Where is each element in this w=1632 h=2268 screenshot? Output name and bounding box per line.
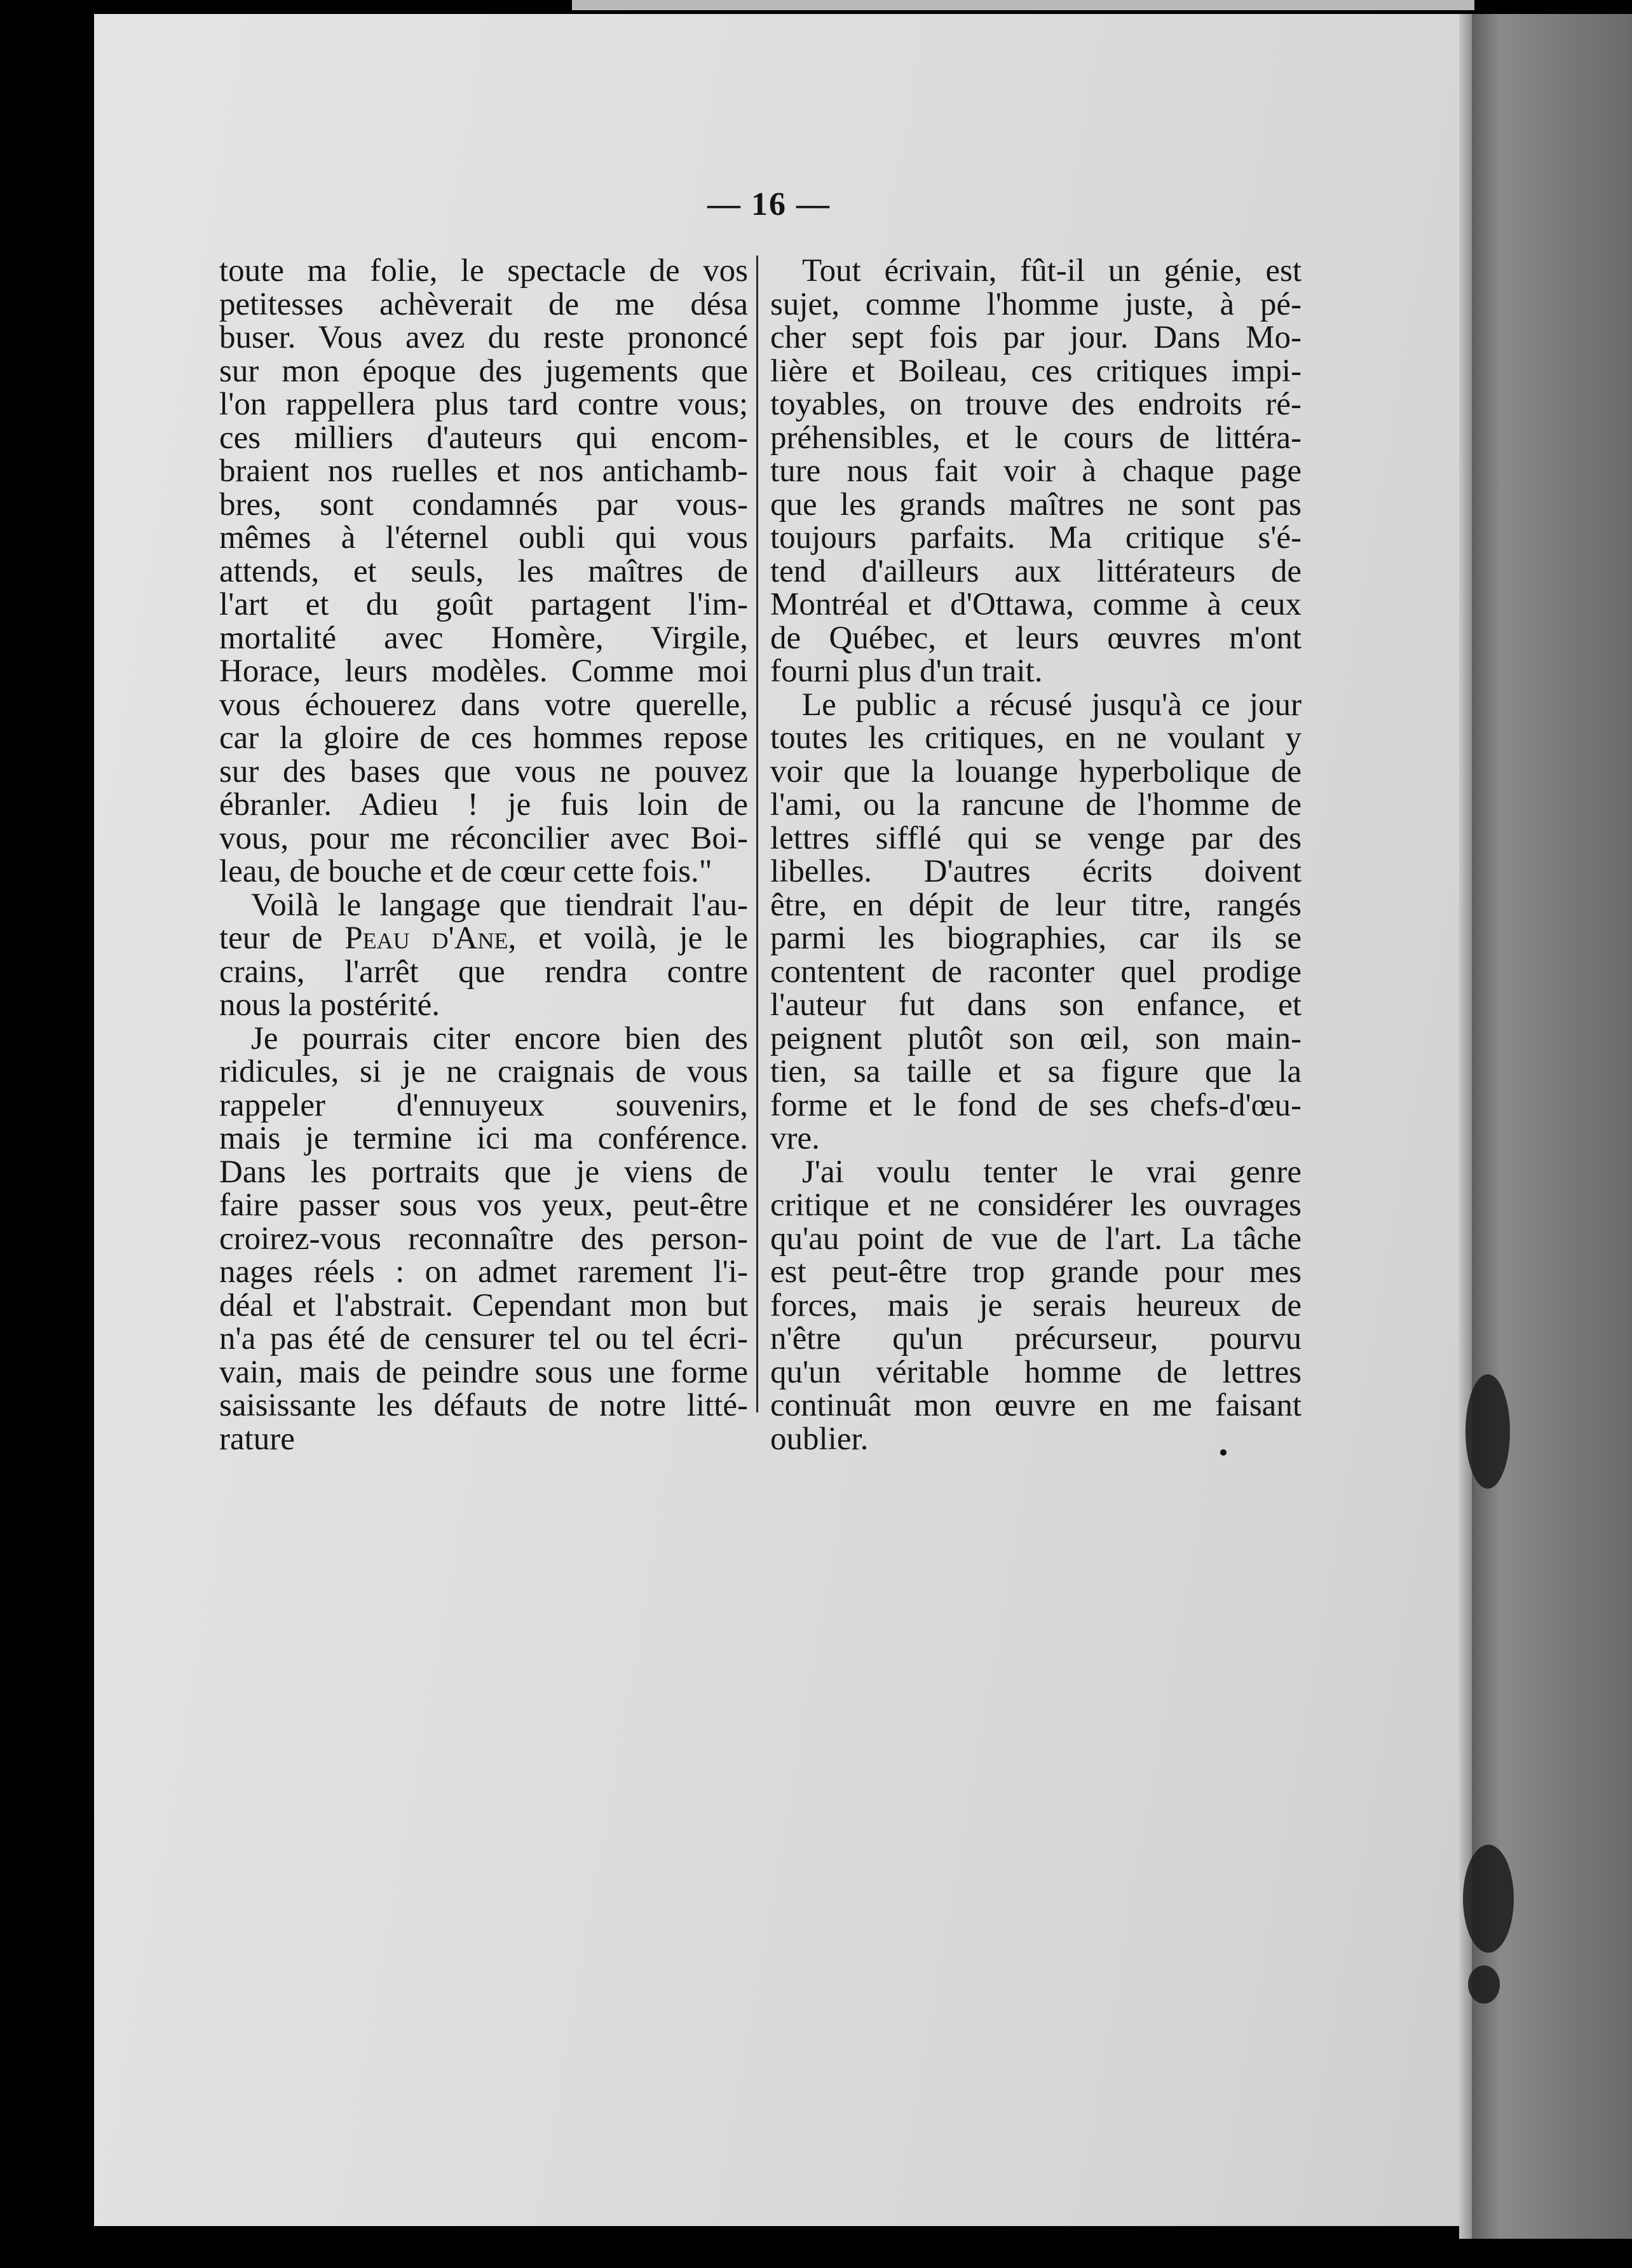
text-line: bres, sont condamnés par vous-: [219, 486, 748, 523]
text-line: cher sept fois par jour. Dans Mo-: [770, 320, 1302, 355]
text-line: n'être qu'un précurseur, pourvu: [770, 1321, 1302, 1356]
text-line: l'art et du goût partagent l'im-: [219, 587, 748, 622]
ink-stain: [1463, 1845, 1514, 1953]
book-title: Peau d'Ane: [344, 920, 508, 956]
text-line: préhensibles, et le cours de littéra-: [770, 420, 1302, 456]
text-line: n'a pas été de censurer tel ou tel écri-: [219, 1321, 748, 1356]
text-line: nous la postérité.: [219, 987, 440, 1023]
text-line: Le public a récusé jusqu'à ce jour: [802, 687, 1302, 723]
text-line: rature: [219, 1421, 295, 1457]
text-line: forces, mais je serais heureux de: [770, 1287, 1302, 1323]
text-line: est peut-être trop grande pour mes: [770, 1254, 1302, 1290]
text-line: l'auteur fut dans son enfance, et: [770, 987, 1302, 1023]
text-line: [219, 922, 748, 955]
text-line: lière et Boileau, ces critiques impi-: [770, 353, 1302, 389]
text-run: teur de: [219, 920, 345, 956]
page-number: — 16 —: [707, 186, 831, 222]
text-line: mais je termine ici ma conférence.: [219, 1121, 748, 1156]
text-line: toutes les critiques, en ne voulant y: [770, 720, 1302, 756]
text-line: tien, sa taille et sa figure que la: [770, 1054, 1302, 1090]
left-column: [219, 254, 748, 1456]
text-line: sujet, comme l'homme juste, à pé-: [770, 286, 1302, 322]
text-line: voir que la louange hyperbolique de: [770, 753, 1302, 789]
ink-stain: [1465, 1374, 1510, 1489]
text-line: l'on rappellera plus tard contre vous;: [219, 386, 748, 422]
text-line: toyables, on trouve des endroits ré-: [770, 386, 1302, 422]
text-line: l'ami, ou la rancune de l'homme de: [770, 787, 1302, 823]
text-line: qu'au point de vue de l'art. La tâche: [770, 1220, 1302, 1257]
text-line: car la gloire de ces hommes repose: [219, 720, 748, 756]
text-line: de Québec, et leurs œuvres m'ont: [770, 620, 1302, 656]
text-line: nages réels : on admet rarement l'i-: [219, 1254, 748, 1290]
text-line: critique et ne considérer les ouvrages: [770, 1187, 1302, 1223]
text-line: lettres sifflé qui se venge par des: [770, 820, 1302, 856]
text-line: sur des bases que vous ne pouvez: [219, 753, 748, 789]
text-line: sur mon époque des jugements que: [219, 353, 748, 389]
text-line: petitesses achèverait de me désa: [219, 286, 748, 322]
text-line: continuât mon œuvre en me faisant: [770, 1388, 1302, 1423]
text-line: leau, de bouche et de cœur cette fois.": [219, 854, 712, 889]
text-line: crains, l'arrêt que rendra contre: [219, 953, 748, 990]
text-line: être, en dépit de leur titre, rangés: [770, 887, 1302, 923]
text-line: ébranler. Adieu ! je fuis loin de: [219, 787, 748, 823]
text-line: attends, et seuls, les maîtres de: [219, 553, 748, 589]
right-column: [770, 254, 1302, 1456]
text-line: ture nous fait voir à chaque page: [770, 453, 1302, 489]
text-line: Horace, leurs modèles. Comme moi: [219, 653, 748, 689]
text-line: vous, pour me réconcilier avec Boi-: [219, 820, 748, 856]
text-line: Tout écrivain, fût-il un génie, est: [802, 253, 1302, 289]
text-line: Je pourrais citer encore bien des: [251, 1020, 748, 1056]
text-line: tend d'ailleurs aux littérateurs de: [770, 553, 1302, 589]
top-edge-strip: [572, 0, 1474, 10]
text-line: libelles. D'autres écrits doivent: [770, 854, 1302, 889]
text-line: J'ai voulu tenter le vrai genre: [802, 1154, 1302, 1190]
text-line: Montréal et d'Ottawa, comme à ceux: [770, 587, 1302, 622]
text-line: qu'un véritable homme de lettres: [770, 1354, 1302, 1390]
text-line: fourni plus d'un trait.: [770, 653, 1043, 689]
text-line: vre.: [770, 1121, 820, 1156]
text-line: croirez-vous reconnaître des person-: [219, 1220, 748, 1257]
text-line: braient nos ruelles et nos antichamb-: [219, 453, 748, 489]
text-line: Voilà le langage que tiendrait l'au-: [251, 887, 748, 923]
text-line: saisissante les défauts de notre litté-: [219, 1388, 748, 1423]
column-rule: [756, 256, 758, 1412]
text-line: vous échouerez dans votre querelle,: [219, 687, 748, 723]
text-line: toujours parfaits. Ma critique s'é-: [770, 520, 1302, 556]
text-line: buser. Vous avez du reste prononcé: [219, 320, 748, 355]
ink-speck: [1220, 1449, 1227, 1456]
text-run: , et voilà, je le: [508, 920, 748, 956]
text-line: Dans les portraits que je viens de: [219, 1154, 748, 1190]
text-line: forme et le fond de ses chefs-d'œu-: [770, 1087, 1302, 1123]
text-line: déal et l'abstrait. Cependant mon but: [219, 1287, 748, 1323]
back-leaf: [1472, 14, 1632, 2239]
text-line: contentent de raconter quel prodige: [770, 953, 1302, 990]
text-line: ridicules, si je ne craignais de vous: [219, 1054, 748, 1090]
text-line: mortalité avec Homère, Virgile,: [219, 620, 748, 656]
text-line: faire passer sous vos yeux, peut-être: [219, 1187, 748, 1223]
text-line: parmi les biographies, car ils se: [770, 920, 1302, 956]
text-line: peignent plutôt son œil, son main-: [770, 1020, 1302, 1056]
text-line: rappeler d'ennuyeux souvenirs,: [219, 1087, 748, 1123]
text-line: oublier.: [770, 1421, 869, 1457]
text-line: mêmes à l'éternel oubli qui vous: [219, 520, 748, 556]
text-line: ces milliers d'auteurs qui encom-: [219, 420, 748, 456]
text-line: toute ma folie, le spectacle de vos: [219, 253, 748, 289]
text-line: que les grands maîtres ne sont pas: [770, 486, 1302, 523]
ink-stain: [1468, 1965, 1500, 2004]
text-line: vain, mais de peindre sous une forme: [219, 1354, 748, 1390]
